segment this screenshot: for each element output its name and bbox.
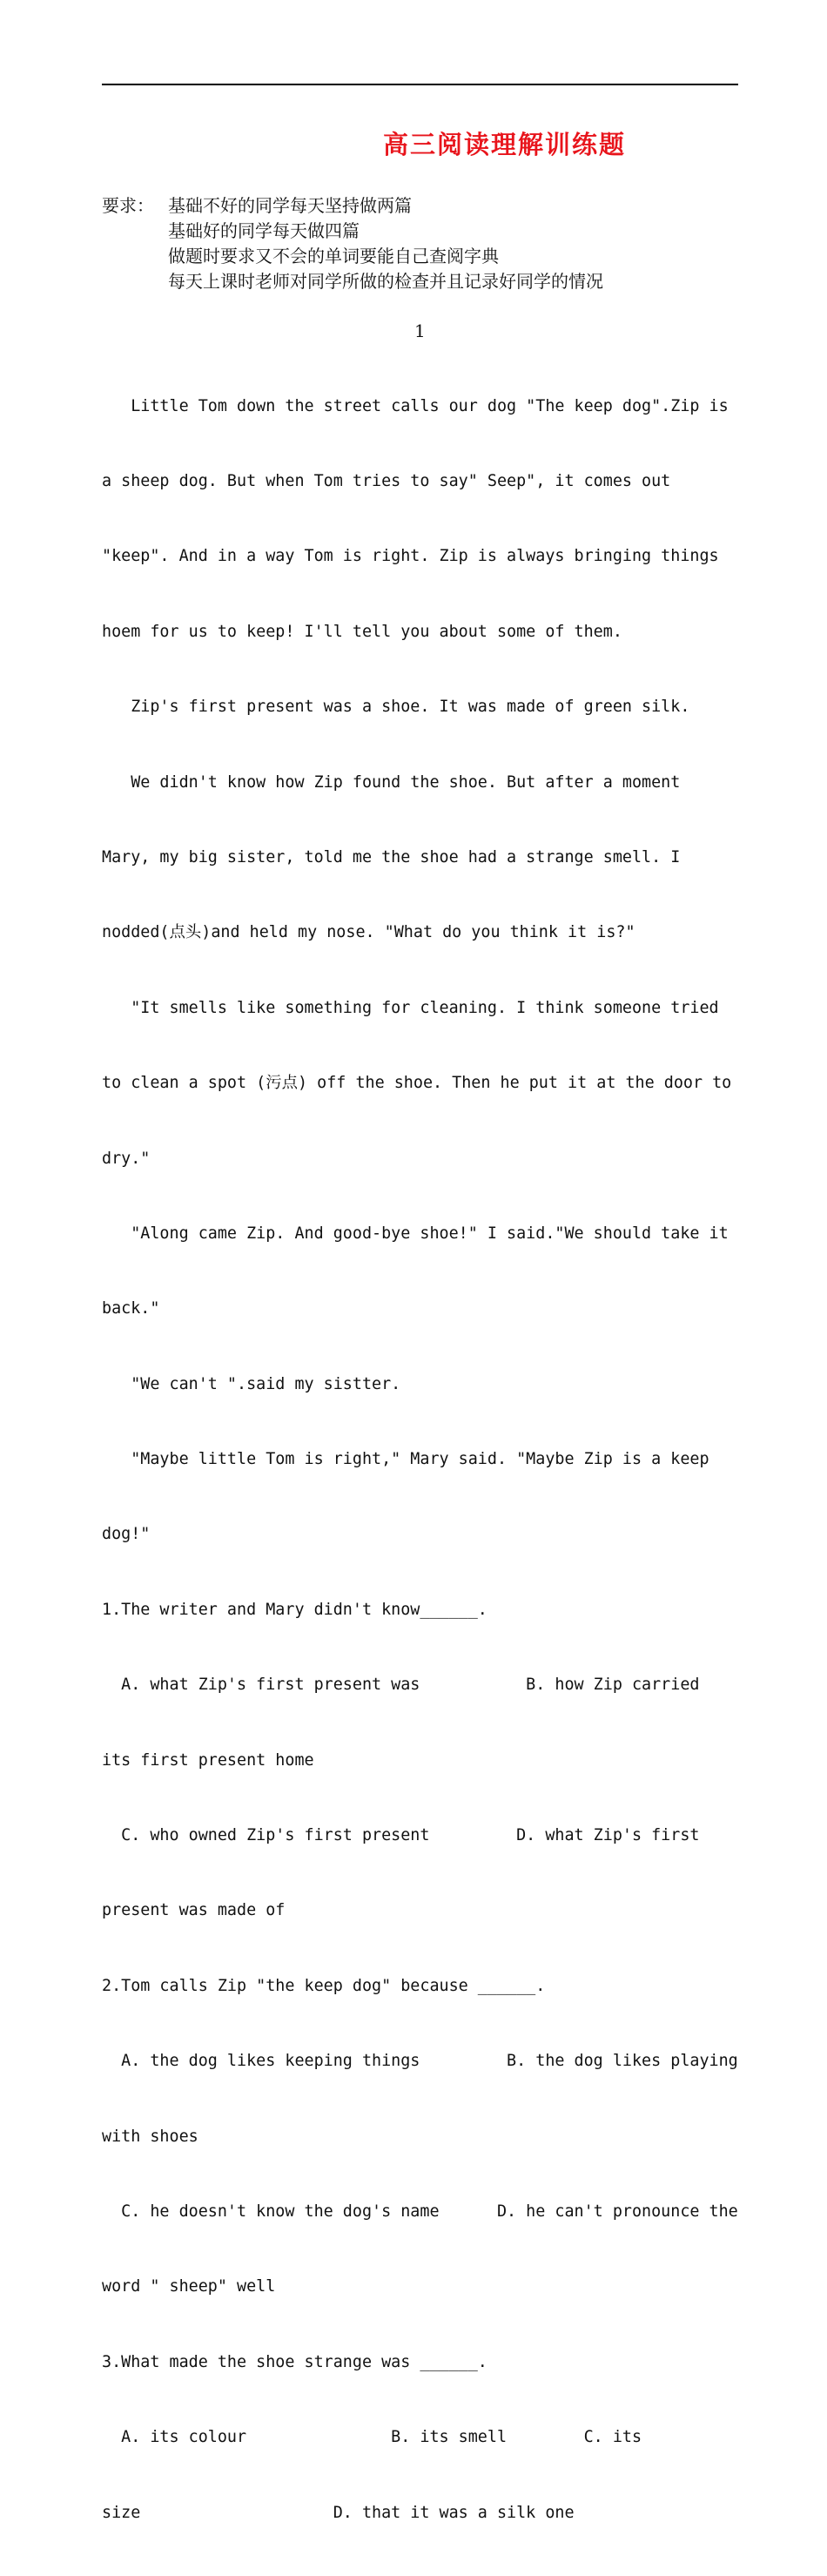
- question-line: 2.Tom calls Zip "the keep dog" because ______.: [102, 1976, 546, 1995]
- requirements-label: 要求：: [102, 195, 154, 216]
- text-line: We didn't know how Zip found the shoe. But after a moment: [102, 772, 681, 792]
- option-line: present was made of: [102, 1901, 286, 1920]
- reading-passage-and-questions: [102, 344, 746, 2576]
- text-line: a sheep dog. But when Tom tries to say" Seep", it comes out: [102, 471, 671, 490]
- text-line: "It smells like something for cleaning. I think someone tried: [102, 998, 719, 1017]
- text-line: "We can't ".said my sistter.: [102, 1374, 401, 1393]
- option-line: size D. that it was a silk one: [102, 2503, 575, 2522]
- requirement-item: 做题时要求又不会的单词要能自己查阅字典: [168, 246, 499, 266]
- text-line: hoem for us to keep! I'll tell you about some of them.: [102, 622, 622, 641]
- requirements-list: [168, 193, 603, 294]
- option-line: C. he doesn't know the dog's name D. he can't pronounce the: [102, 2202, 738, 2221]
- option-line: A. its colour B. its smell C. its: [102, 2428, 642, 2447]
- text-line: Mary, my big sister, told me the shoe had a strange smell. I: [102, 847, 681, 867]
- text-line: "Maybe little Tom is right," Mary said. "Maybe Zip is a keep: [102, 1450, 709, 1469]
- requirement-item: 每天上课时老师对同学所做的检查并且记录好同学的情况: [168, 271, 603, 292]
- section-number: 1: [414, 320, 426, 341]
- question-line: 3.What made the shoe strange was ______.: [102, 2352, 487, 2371]
- text-line: nodded(点头)and held my nose. "What do you think it is?": [102, 923, 635, 942]
- requirement-item: 基础好的同学每天做四篇: [168, 220, 360, 241]
- text-line: dry.": [102, 1149, 151, 1168]
- text-line: "Along came Zip. And good-bye shoe!" I said."We should take it: [102, 1224, 729, 1243]
- top-rule: [102, 84, 738, 85]
- option-line: A. what Zip's first present was B. how Zip carried: [102, 1676, 700, 1695]
- option-line: C. who owned Zip's first present D. what Zip's first: [102, 1826, 700, 1845]
- text-line: back.": [102, 1299, 160, 1318]
- text-line: dog!": [102, 1525, 151, 1544]
- document-title: 高三阅读理解训练题: [383, 130, 627, 159]
- text-line: Zip's first present was a shoe. It was made of green silk.: [102, 698, 690, 717]
- requirement-item: 基础不好的同学每天坚持做两篇: [168, 195, 412, 216]
- text-line: Little Tom down the street calls our dog "The keep dog".Zip is: [102, 396, 729, 415]
- option-line: word " sheep" well: [102, 2277, 276, 2296]
- option-line: A. the dog likes keeping things B. the dog likes playing: [102, 2052, 738, 2071]
- option-line: its first present home: [102, 1750, 314, 1770]
- text-line: "keep". And in a way Tom is right. Zip is always bringing things: [102, 547, 719, 566]
- option-line: with shoes: [102, 2127, 198, 2146]
- question-line: 1.The writer and Mary didn't know______.: [102, 1600, 487, 1619]
- text-line: to clean a spot (污点) off the shoe. Then he put it at the door to: [102, 1074, 732, 1093]
